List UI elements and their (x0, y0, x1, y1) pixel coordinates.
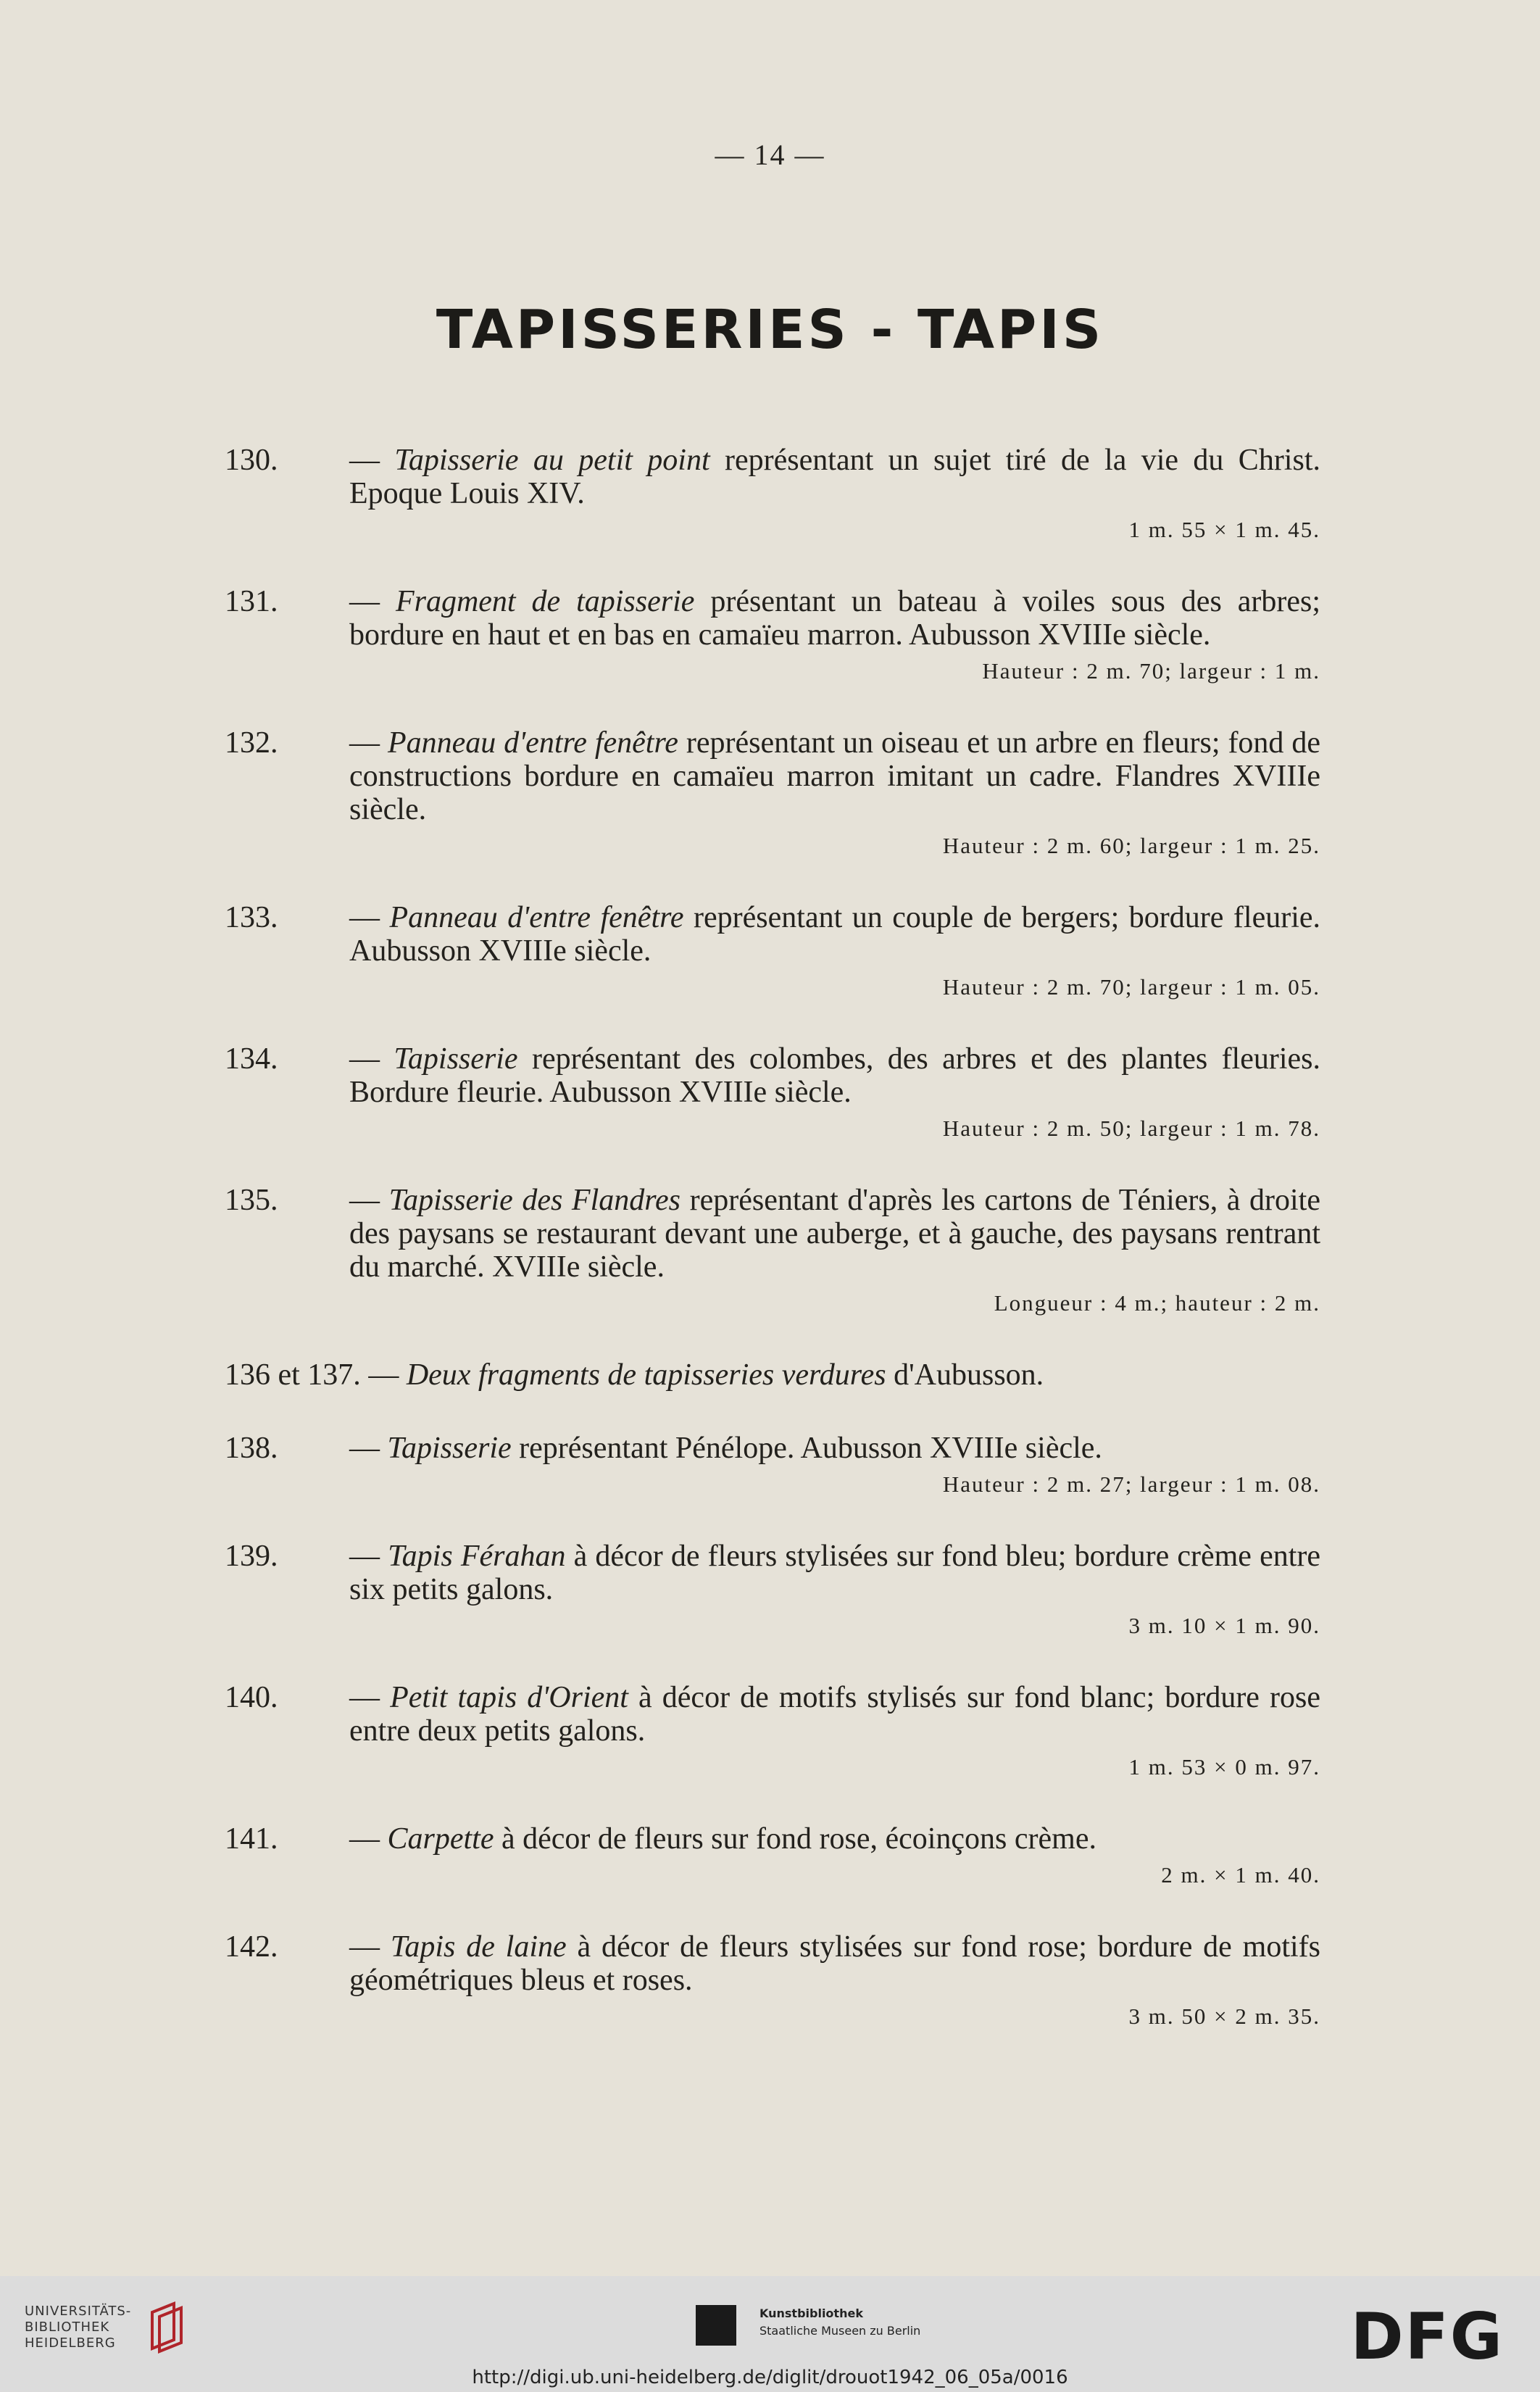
lot-text: à décor de fleurs sur fond rose, écoinçons crème. (501, 1822, 1096, 1856)
lot-description: — Carpette à décor de fleurs sur fond rose, écoinçons crème. (349, 1822, 1096, 1856)
lot-number: 135. (225, 1184, 278, 1217)
lot-description: — Tapis de laine à décor de fleurs stylisées sur fond rose; bordure de motifs géométriques bleus et roses. (349, 1930, 1320, 1997)
lot-description: — Tapis Férahan à décor de fleurs stylisées sur fond bleu; bordure crème entre six petits galons. (349, 1540, 1321, 1606)
lot-text: représentant un sujet tiré de la vie du Christ. Epoque Louis XIV. (349, 444, 1320, 510)
kb-name: Kunstbibliothek (759, 2306, 863, 2320)
lot-title: Tapisserie (387, 1432, 512, 1465)
lot-number: 140. (225, 1681, 278, 1714)
lot-dimensions: 3 m. 50 × 2 m. 35. (1128, 2003, 1320, 2029)
lot-text: à décor de fleurs stylisées sur fond bleu; bordure crème entre six petits galons. (349, 1540, 1321, 1606)
lot-title: Petit tapis d'Orient (390, 1681, 628, 1714)
lot-entry (0, 901, 1540, 1002)
lot-number: 130. (225, 444, 278, 477)
lot-dimensions: Hauteur : 2 m. 50; largeur : 1 m. 78. (942, 1116, 1320, 1141)
lot-dimensions: Hauteur : 2 m. 70; largeur : 1 m. (982, 658, 1320, 684)
lot-number: 131. (225, 585, 278, 618)
page-title: TAPISSERIES - TAPIS (436, 299, 1104, 361)
lot-dimensions: Hauteur : 2 m. 70; largeur : 1 m. 05. (942, 974, 1320, 1000)
lot-entry (0, 1432, 1540, 1500)
lot-entry (0, 585, 1540, 686)
permalink-url[interactable]: http://digi.ub.uni-heidelberg.de/diglit/drouot1942_06_05a/0016 (472, 2367, 1068, 2388)
lot-title: Carpette (387, 1822, 494, 1856)
lot-number: 138. (225, 1432, 278, 1465)
lot-text: représentant d'après les cartons de Téniers, à droite des paysans se restaurant devant une auberge, et à gauche, des paysans rentrant du marché. XVIIIe siècle. (349, 1184, 1320, 1284)
lot-text: représentant des colombes, des arbres et des plantes fleuries. Bordure fleurie. Aubusson XVIIIe siècle. (349, 1042, 1321, 1109)
lot-dimensions: Longueur : 4 m.; hauteur : 2 m. (994, 1290, 1320, 1316)
dfg-logo[interactable]: DFG (1350, 2299, 1504, 2374)
ub-book-icon (145, 2298, 188, 2356)
lot-entry (0, 1184, 1540, 1318)
viewer-footer (0, 2276, 1540, 2392)
lot-dimensions: 1 m. 55 × 1 m. 45. (1128, 517, 1320, 542)
lot-title: Tapis Férahan (388, 1540, 566, 1573)
ub-heidelberg-logo[interactable] (25, 2304, 131, 2351)
lot-entry (0, 1358, 1540, 1392)
lot-title: Deux fragments de tapisseries verdures (406, 1358, 886, 1392)
lot-text: à décor de fleurs stylisées sur fond rose; bordure de motifs géométriques bleus et roses. (349, 1930, 1320, 1997)
lot-description: — Panneau d'entre fenêtre représentant un oiseau et un arbre en fleurs; fond de constructions bordure en camaïeu marron imitant un cadre. Flandres XVIIIe siècle. (349, 726, 1321, 826)
lot-entry (0, 1042, 1540, 1144)
lot-title: Fragment de tapisserie (395, 585, 695, 618)
lot-entry (0, 1540, 1540, 1641)
lot-title: Tapisserie (394, 1042, 518, 1076)
ub-logo-line: HEIDELBERG (25, 2335, 116, 2351)
lot-description: — Panneau d'entre fenêtre représentant un couple de bergers; bordure fleurie. Aubusson XVIIIe siècle. (349, 901, 1321, 968)
lot-description: — Tapisserie représentant Pénélope. Aubusson XVIIIe siècle. (349, 1432, 1102, 1465)
lot-text: à décor de motifs stylisés sur fond blanc; bordure rose entre deux petits galons. (349, 1681, 1321, 1748)
lot-description: — Tapisserie représentant des colombes, des arbres et des plantes fleuries. Bordure fleurie. Aubusson XVIIIe siècle. (349, 1042, 1321, 1109)
lot-title: Tapisserie au petit point (394, 444, 710, 477)
lot-description: — Tapisserie au petit point représentant un sujet tiré de la vie du Christ. Epoque Louis XIV. (349, 444, 1320, 510)
lot-title: Tapis de laine (390, 1930, 567, 1964)
kunstbibliothek-mark-icon (696, 2305, 736, 2346)
ub-logo-line: BIBLIOTHEK (25, 2320, 110, 2335)
lot-number: 142. (225, 1930, 278, 1964)
lot-description: — Petit tapis d'Orient à décor de motifs stylisés sur fond blanc; bordure rose entre deux petits galons. (349, 1681, 1321, 1748)
lot-dimensions: 3 m. 10 × 1 m. 90. (1128, 1613, 1320, 1638)
lot-title: Panneau d'entre fenêtre (387, 726, 678, 760)
lot-description: — Tapisserie des Flandres représentant d'après les cartons de Téniers, à droite des paysans se restaurant devant une auberge, et à gauche, des paysans rentrant du marché. XVIIIe siècle. (349, 1184, 1320, 1284)
lot-description: 136 et 137. — Deux fragments de tapisseries verdures d'Aubusson. (225, 1358, 1044, 1392)
lot-entry (0, 1930, 1540, 2032)
lot-number: 139. (225, 1540, 278, 1573)
lot-number: 132. (225, 726, 278, 760)
lot-number: 133. (225, 901, 278, 934)
lot-entry (0, 444, 1540, 545)
lot-number: 136 et 137. (225, 1358, 361, 1392)
lot-number: 134. (225, 1042, 278, 1076)
ub-logo-line: UNIVERSITÄTS- (25, 2304, 132, 2319)
lot-title: Tapisserie des Flandres (388, 1184, 681, 1217)
lot-text: représentant un oiseau et un arbre en fleurs; fond de constructions bordure en camaïeu marron imitant un cadre. Flandres XVIIIe siècle. (349, 726, 1321, 826)
lot-entry (0, 1681, 1540, 1782)
page-number: — 14 — (715, 138, 825, 171)
lot-number: 141. (225, 1822, 278, 1856)
lot-list (0, 444, 1540, 2072)
lot-text: représentant un couple de bergers; bordure fleurie. Aubusson XVIIIe siècle. (349, 901, 1321, 968)
lot-title: Panneau d'entre fenêtre (389, 901, 684, 934)
lot-description: — Fragment de tapisserie présentant un bateau à voiles sous des arbres; bordure en haut et en bas en camaïeu marron. Aubusson XVIIIe siècle. (349, 585, 1321, 652)
lot-dimensions: 2 m. × 1 m. 40. (1161, 1862, 1320, 1888)
lot-text: représentant Pénélope. Aubusson XVIIIe siècle. (519, 1432, 1102, 1465)
lot-text: d'Aubusson. (894, 1358, 1044, 1392)
lot-entry (0, 726, 1540, 861)
lot-dimensions: Hauteur : 2 m. 27; largeur : 1 m. 08. (942, 1471, 1320, 1497)
lot-dimensions: Hauteur : 2 m. 60; largeur : 1 m. 25. (942, 833, 1320, 858)
lot-dimensions: 1 m. 53 × 0 m. 97. (1128, 1754, 1320, 1780)
lot-entry (0, 1822, 1540, 1890)
kb-subtitle: Staatliche Museen zu Berlin (759, 2324, 921, 2338)
lot-text: présentant un bateau à voiles sous des arbres; bordure en haut et en bas en camaïeu marron. Aubusson XVIIIe siècle. (349, 585, 1321, 652)
